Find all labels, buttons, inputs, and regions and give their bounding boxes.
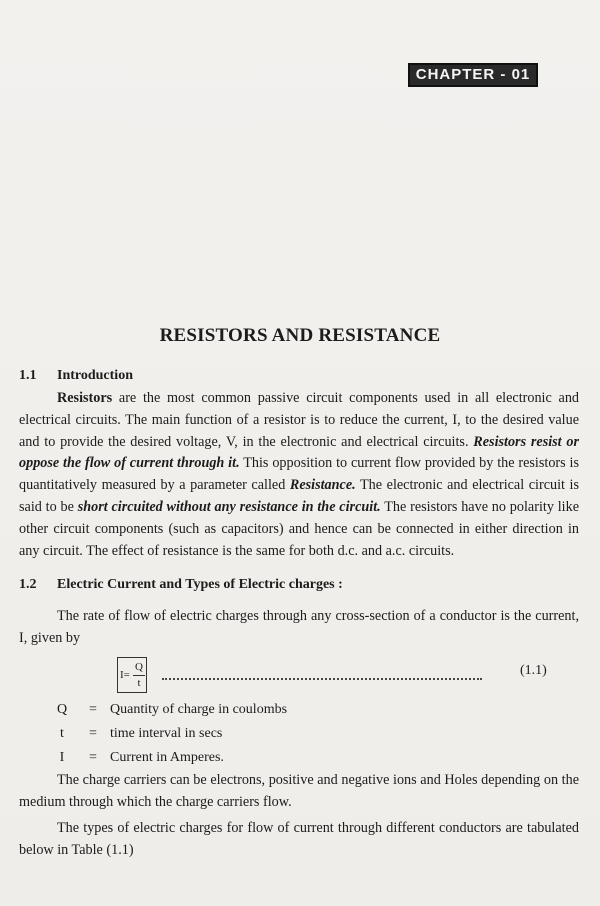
section-heading-1-2	[19, 577, 343, 593]
definition-text: Quantity of charge in coulombs	[110, 702, 288, 717]
chapter-badge: CHAPTER - 01	[408, 63, 538, 87]
definition-symbol: Q	[56, 702, 68, 717]
section-title: Introduction	[57, 368, 133, 383]
definition-text: Current in Amperes.	[110, 750, 224, 765]
intro-text-4: The resistors have no polarity like other circuit components (such as capacitors) and hence can be connected in either direction in any circuit. The effect of resistance is the same for both d.c. and a.c. circuits.	[19, 498, 580, 559]
formula-denominator: t	[133, 675, 145, 691]
intro-text-1: are the most common passive circuit components used in all electronic and electrical circuits. The main function of a resistor is to reduce the current, I, to the desired value and to provide the desired voltage, V, in the electronic and electrical circuits.	[19, 390, 580, 450]
charge-carriers-paragraph: The charge carriers can be electrons, positive and negative ions and Holes depending on the medium through which the charge carriers flow.	[19, 772, 579, 810]
definition-equals: =	[89, 750, 97, 765]
term-resistors: Resistors	[57, 390, 113, 406]
formula-box	[117, 657, 147, 693]
section-heading-1-1	[19, 368, 133, 384]
section-number: 1.2	[19, 577, 37, 592]
current-paragraph: The rate of flow of electric charges through any cross-section of a conductor is the current, I, given by	[19, 608, 579, 646]
formula-fraction	[133, 660, 145, 691]
italic-emphasis-1: Resistors resist or oppose the flow of current through it.	[19, 433, 580, 472]
page-title: RESISTORS AND RESISTANCE	[159, 325, 441, 346]
italic-emphasis-2: short circuited without any resistance in the circuit.	[77, 498, 381, 515]
definition-symbol: I	[59, 750, 65, 765]
section-title: Electric Current and Types of Electric charges :	[57, 577, 343, 592]
intro-paragraph	[19, 388, 579, 562]
dotted-leader	[162, 678, 482, 680]
definition-equals: =	[89, 702, 97, 717]
section-number: 1.1	[19, 368, 37, 383]
term-resistance: Resistance.	[289, 477, 356, 494]
definition-symbol: t	[60, 726, 64, 741]
intro-text-2: This opposition to current flow provided by the resistors is quantitatively measured by a parameter called	[19, 455, 579, 494]
intro-text-3: The electronic and electrical circuit is said to be	[19, 477, 580, 515]
formula-numerator: Q	[135, 661, 143, 673]
definition-equals: =	[89, 726, 97, 741]
definition-text: time interval in secs	[110, 726, 223, 741]
equation-number: (1.1)	[520, 663, 547, 678]
table-intro-paragraph: The types of electric charges for flow of current through different conductors are tabulated below in Table (1.1)	[19, 820, 579, 858]
formula-lhs: I=	[120, 669, 130, 681]
